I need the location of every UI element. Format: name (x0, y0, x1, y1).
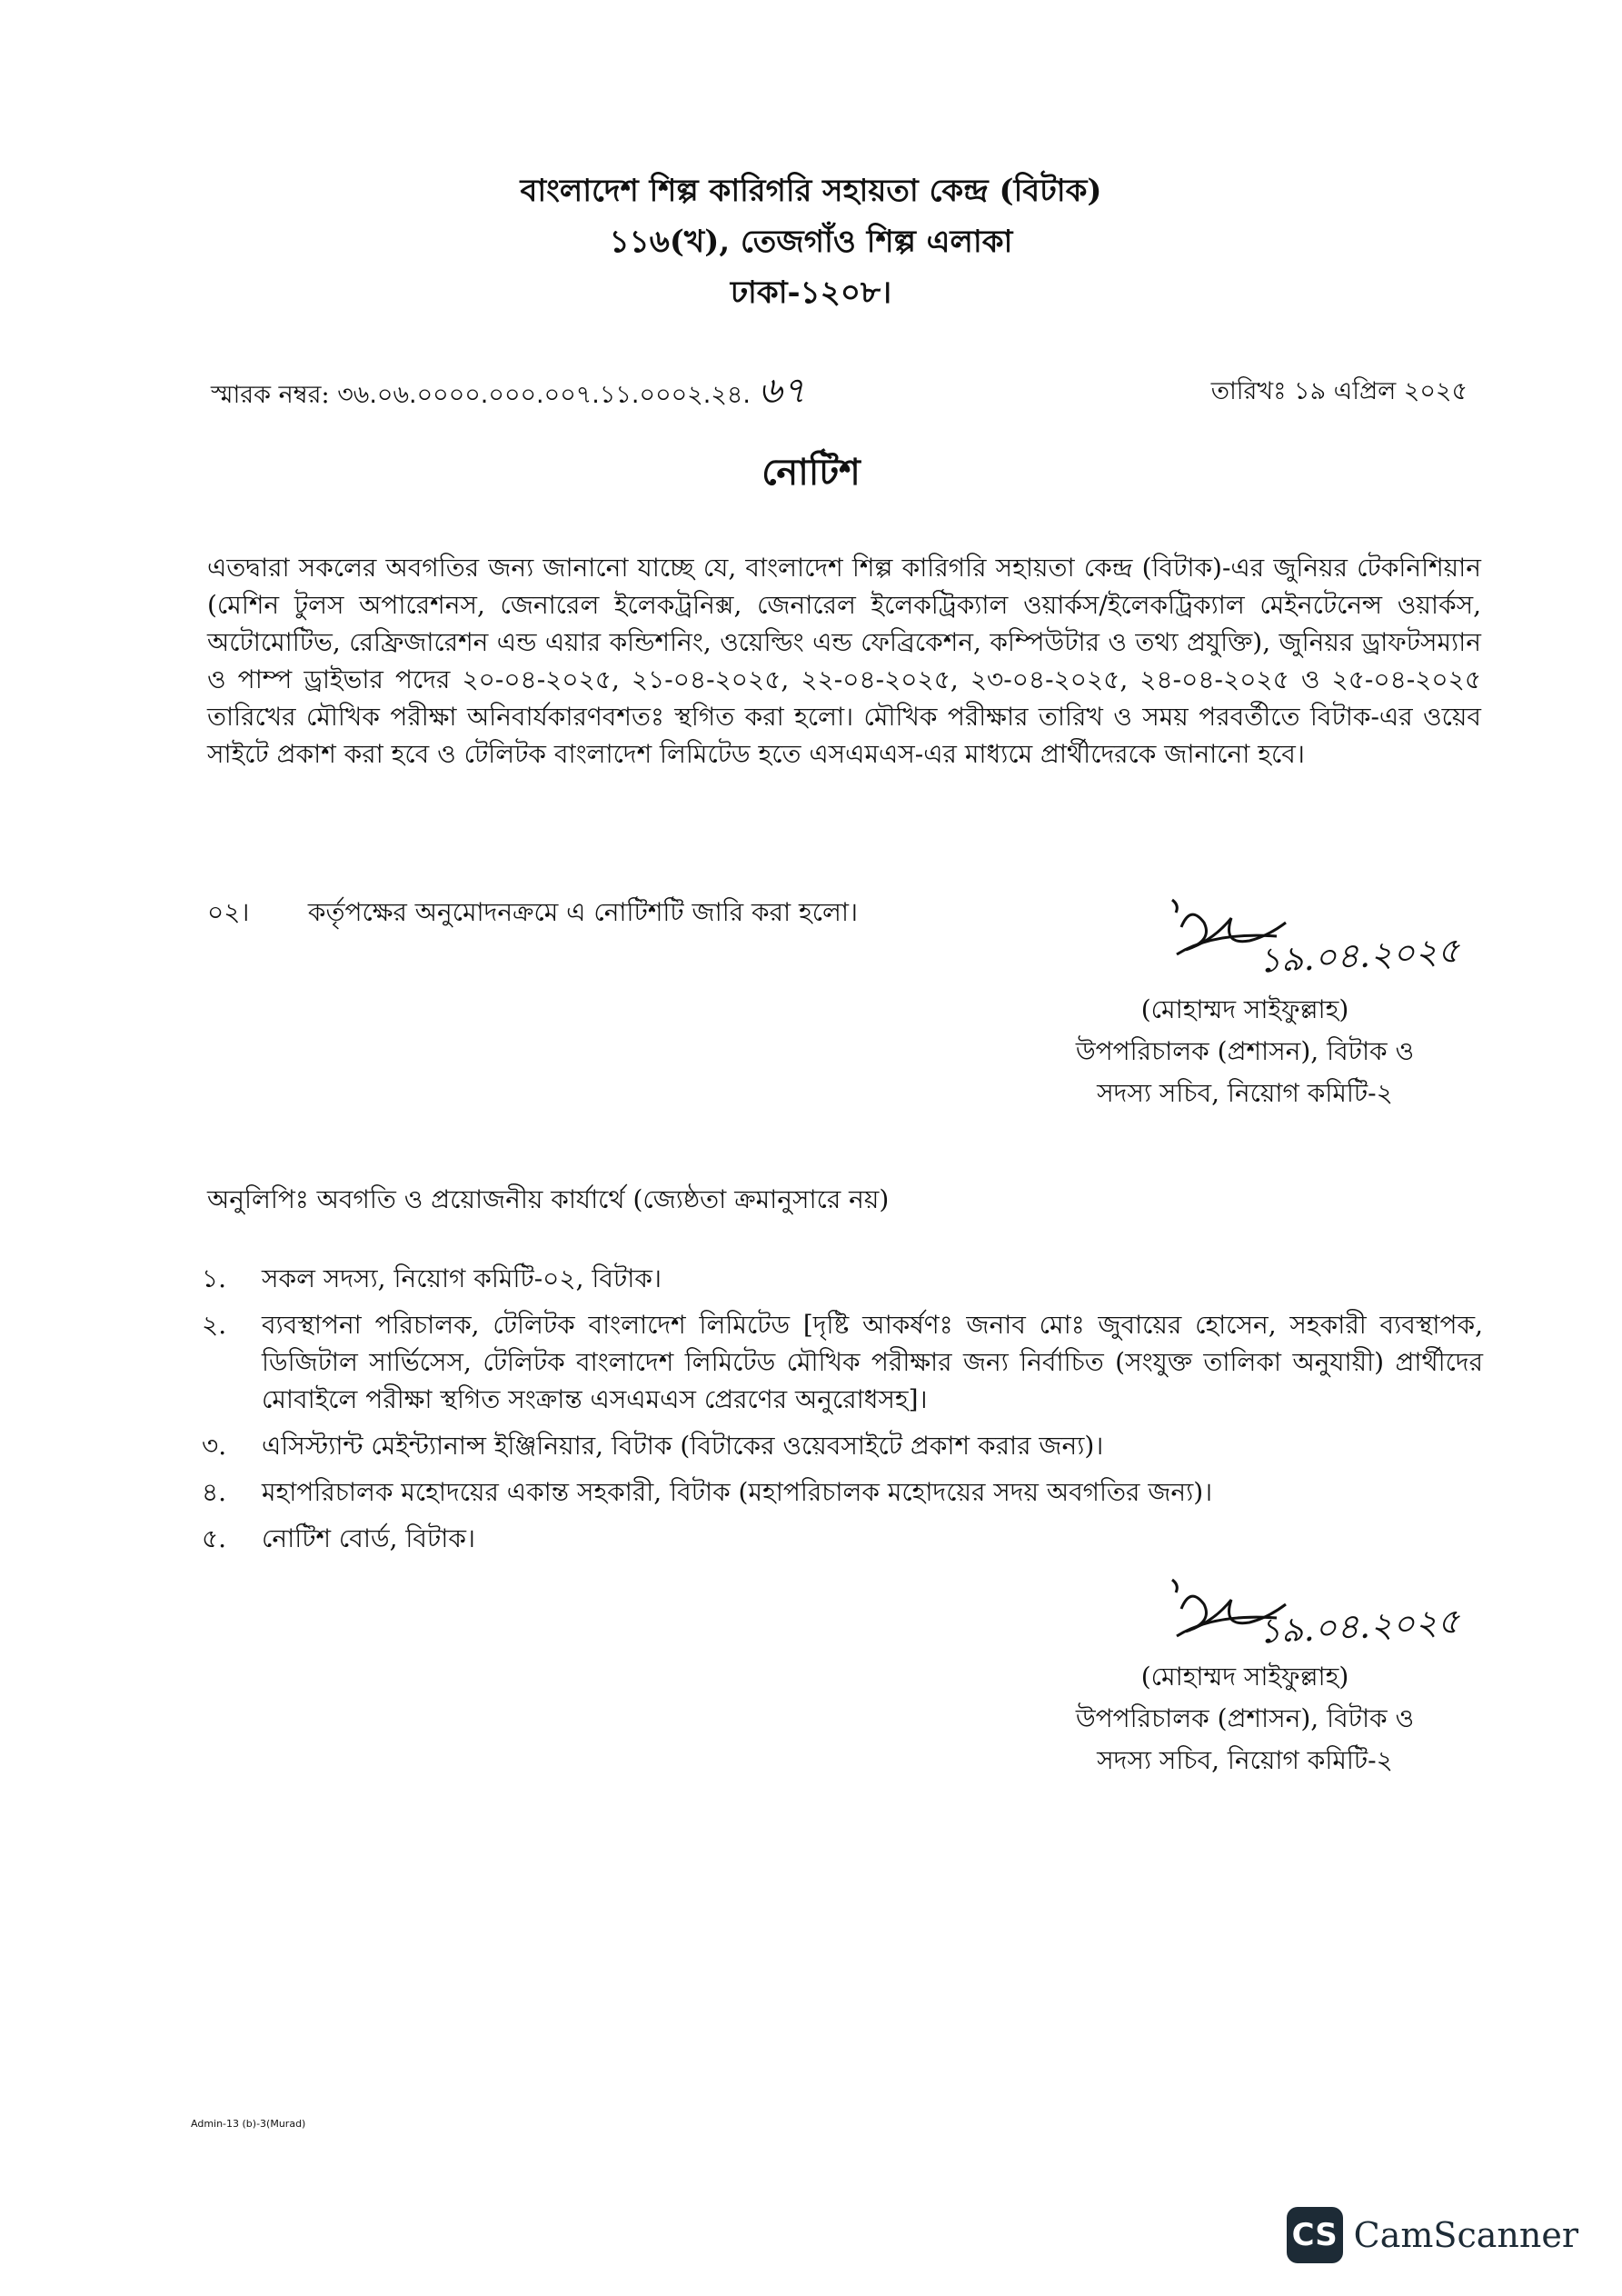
list-item-text: নোটিশ বোর্ড, বিটাক। (262, 1523, 475, 1553)
camscanner-icon: CS (1287, 2207, 1343, 2263)
copy-heading: অনুলিপিঃ অবগতি ও প্রয়োজনীয় কার্যার্থে (জ্যেষ্ঠতা ক্রমানুসারে নয়) (207, 1184, 890, 1214)
list-item (202, 1427, 1483, 1464)
list-item (202, 1306, 1483, 1418)
list-item-text: এসিস্ট্যান্ট মেইন্ট্যানান্স ইঞ্জিনিয়ার, বিটাক (বিটাকের ওয়েবসাইটে প্রকাশ করার জন্য)। (262, 1431, 1104, 1461)
signature-date: ১৯.০৪.২০২৫ (1257, 930, 1461, 981)
approval-line (207, 893, 858, 935)
list-item-number: ২. (202, 1310, 227, 1340)
org-name: বাংলাদেশ শিল্প কারিগরি সহায়তা কেন্দ্র (বিটাক) (520, 173, 1102, 209)
memo-label: স্মারক নম্বর: (211, 381, 330, 409)
memo-number (211, 362, 806, 423)
list-item-number: ৫. (202, 1523, 227, 1553)
list-item (202, 1260, 1483, 1297)
signatory-name: (মোহাম্মদ সাইফুল্লাহ) (1140, 994, 1349, 1024)
item-number: ০২। (207, 897, 250, 927)
signatory-committee: সদস্য সচিব, নিয়োগ কমিটি-২ (1097, 1078, 1393, 1108)
signature-block (1018, 989, 1472, 1114)
issue-date: তারিখঃ ১৯ এপ্রিল ২০২৫ (1210, 377, 1468, 405)
list-item (202, 1520, 1483, 1557)
memo-handwritten-suffix: ৬৭ (758, 370, 806, 412)
camscanner-watermark (1287, 2207, 1578, 2263)
org-city: ঢাকা-১২০৮। (730, 275, 892, 311)
list-item-text: মহাপরিচালক মহোদয়ের একান্ত সহকারী, বিটাক (মহাপরিচালক মহোদয়ের সদয় অবগতির জন্য)। (262, 1477, 1213, 1507)
signatory-designation: উপপরিচালক (প্রশাসন), বিটাক ও (1075, 1036, 1415, 1066)
org-address: ১১৬(খ), তেজগাঁও শিল্প এলাকা (609, 224, 1013, 260)
list-item-text: সকল সদস্য, নিয়োগ কমিটি-০২, বিটাক। (262, 1263, 662, 1293)
signatory-committee: সদস্য সচিব, নিয়োগ কমিটি-২ (1097, 1745, 1393, 1775)
list-item-number: ১. (202, 1263, 227, 1293)
list-item-number: ৪. (202, 1477, 227, 1507)
memo-value: ৩৬.০৬.০০০০.০০০.০০৭.১১.০০০২.২৪. (337, 381, 751, 409)
list-item-number: ৩. (202, 1431, 227, 1461)
copy-list (202, 1260, 1483, 1566)
list-item (202, 1473, 1483, 1511)
body-paragraph: এতদ্বারা সকলের অবগতির জন্য জানানো যাচ্ছে যে, বাংলাদেশ শিল্প কারিগরি সহায়তা কেন্দ্র (বিটাক)-এর জুনিয়র টেকনিশিয়ান (মেশিন টুলস অপারেশনস, জেনারেল ইলেকট্রনিক্স, জেনারেল ইলেকট্রিক্যাল ওয়ার্কস/ইলেকট্রিক্যাল মেইনটেনেন্স ওয়ার্কস, অটোমোটিভ, রেফ্রিজারেশন এন্ড এয়ার কন্ডিশনিং, ওয়েল্ডিং এন্ড ফেব্রিকেশন, কম্পিউটার ও তথ্য প্রযুক্তি), জুনিয়র ড্রাফটসম্যান ও পাম্প ড্রাইভার পদের ২০-০৪-২০২৫, ২১-০৪-২০২৫, ২২-০৪-২০২৫, ২৩-০৪-২০২৫, ২৪-০৪-২০২৫ ও ২৫-০৪-২০২৫ তারিখের মৌখিক পরীক্ষা অনিবার্যকারণবশতঃ স্থগিত করা হলো। মৌখিক পরীক্ষার তারিখ ও সময় পরবর্তীতে বিটাক-এর ওয়েব সাইটে প্রকাশ করা হবে ও টেলিটক বাংলাদেশ লিমিটেড হতে এসএমএস-এর মাধ্যমে প্রার্থীদেরকে জানানো হবে। (207, 553, 1481, 769)
signatory-name: (মোহাম্মদ সাইফুল্লাহ) (1140, 1662, 1349, 1692)
signature-date: ১৯.০৪.২০২৫ (1257, 1601, 1461, 1652)
signature-block (1018, 1656, 1472, 1782)
list-item-text: ব্যবস্থাপনা পরিচালক, টেলিটক বাংলাদেশ লিমিটেড [দৃষ্টি আকর্ষণঃ জনাব মোঃ জুবায়ের হোসেন, সহকারী ব্যবস্থাপক, ডিজিটাল সার্ভিসেস, টেলিটক বাংলাদেশ লিমিটেড মৌখিক পরীক্ষার জন্য নির্বাচিত (সংযুক্ত তালিকা অনুযায়ী) প্রার্থীদের মোবাইলে পরীক্ষা স্থগিত সংক্রান্ত এসএমএস প্রেরণের অনুরোধসহ]। (262, 1310, 1483, 1414)
item-text: কর্তৃপক্ষের অনুমোদনক্রমে এ নোটিশটি জারি করা হলো। (307, 897, 859, 927)
footer-code: Admin-13 (b)-3(Murad) (191, 2118, 306, 2130)
page-title: নোটিশ (761, 451, 861, 494)
camscanner-label: CamScanner (1353, 2215, 1578, 2255)
signatory-designation: উপপরিচালক (প্রশাসন), বিটাক ও (1075, 1703, 1415, 1733)
